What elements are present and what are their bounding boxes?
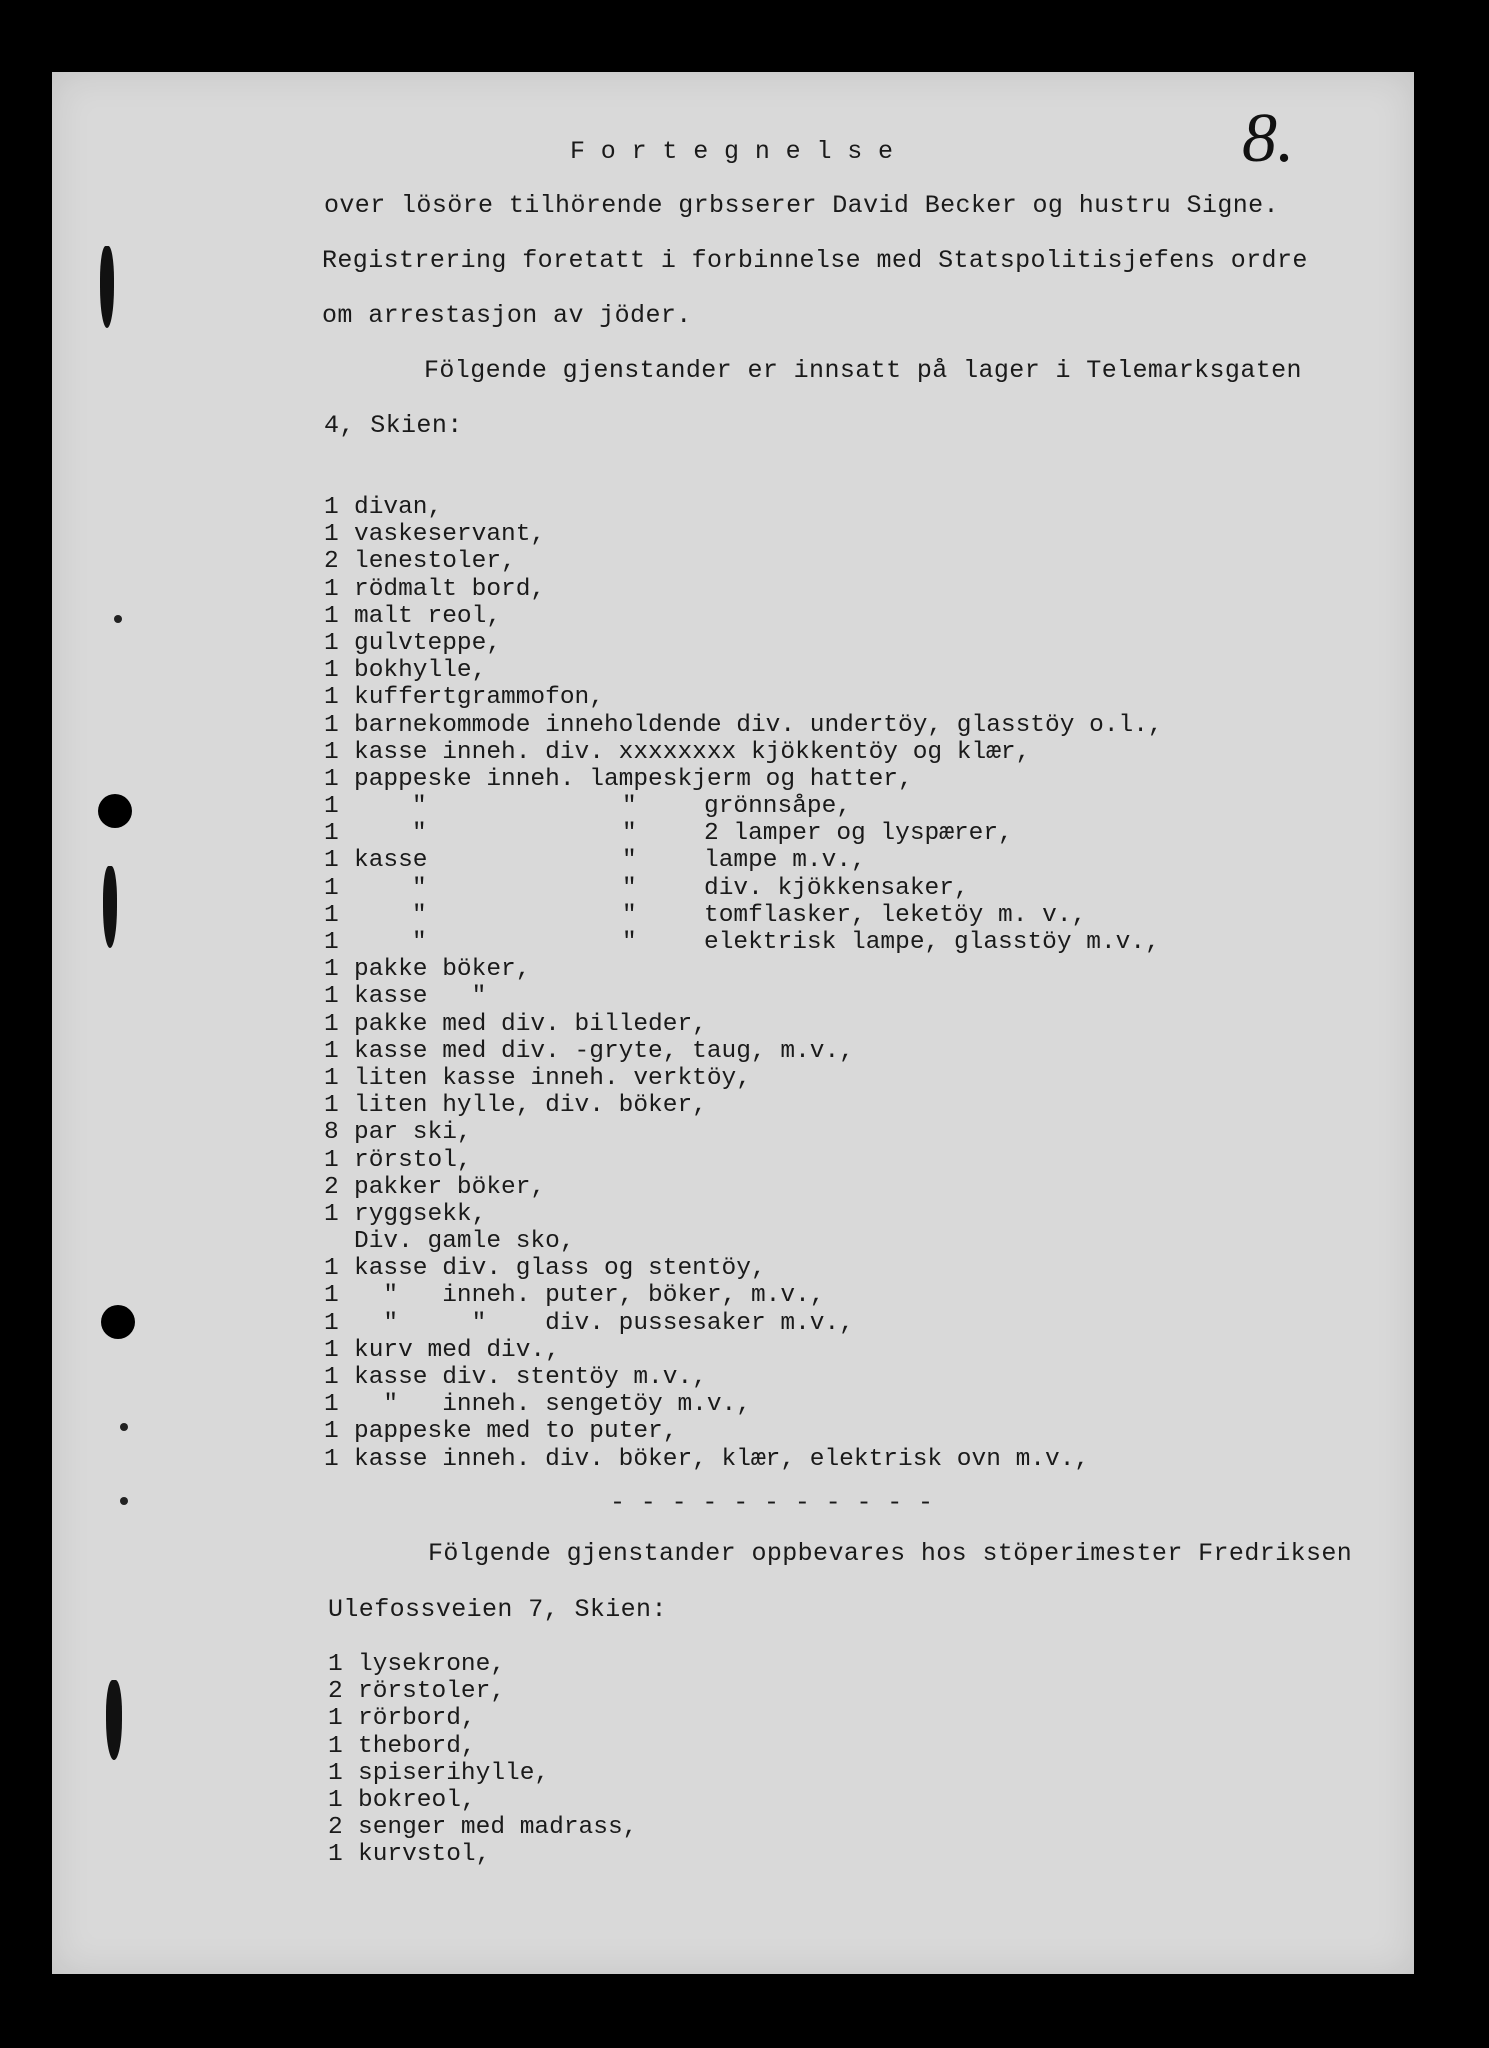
item-description: rödmalt bord, [354,575,546,603]
item-container: kasse [354,847,428,875]
item-description: kasse inneh. div. böker, klær, elektrisk ovn m.v., [354,1445,1090,1473]
item-quantity: 1 [324,575,339,603]
item-description: grönnsåpe, [704,793,852,821]
item-description: pappeske med to puter, [354,1418,678,1446]
punch-hole-bottom [101,1305,135,1339]
item-description: pakke böker, [354,956,531,984]
item-description: Div. gamle sko, [354,1228,575,1256]
item-quantity: 1 [324,629,339,657]
item-quantity: 1 [324,1309,339,1337]
item-description: lenestoler, [354,548,516,576]
ditto-mark: " [622,929,637,956]
item-description: thebord, [358,1732,476,1760]
item-quantity: 1 [324,874,339,902]
item-description: kasse med div. -gryte, taug, m.v., [354,1037,854,1065]
item-description: spiserihylle, [358,1759,550,1787]
ditto-mark: " [622,793,637,821]
item-description: tomflasker, leketöy m. v., [704,901,1087,929]
ditto-mark: " [412,929,427,956]
item-quantity: 1 [324,929,339,956]
section-heading: Fölgende gjenstander er innsatt på lager i Telemarksgaten [424,356,1302,385]
item-quantity: 1 [324,1391,339,1419]
margin-mark [103,866,117,948]
item-quantity: 2 [324,548,339,576]
item-quantity: 1 [324,1418,339,1446]
item-description: pakke med div. billeder, [354,1010,707,1038]
ditto-mark: " [412,793,427,821]
item-description: senger med madrass, [358,1814,638,1842]
item-quantity: 1 [324,494,339,521]
document-title: F o r t e g n e l s e [570,137,894,166]
margin-mark [106,1680,122,1760]
item-quantity: 1 [324,956,339,984]
item-quantity: 1 [324,847,339,875]
item-quantity: 1 [324,1200,339,1228]
ditto-mark: " [622,820,637,848]
item-description: pakker böker, [354,1173,546,1201]
item-description: elektrisk lampe, glasstöy m.v., [704,929,1160,956]
section-heading: Fölgende gjenstander oppbevares hos stöperimester Fredriksen [428,1539,1353,1568]
item-description: rörstoler, [358,1678,506,1706]
item-description: lysekrone, [358,1651,506,1678]
item-quantity: 1 [328,1732,343,1760]
item-description: pappeske inneh. lampeskjerm og hatter, [354,765,913,793]
item-description: liten hylle, div. böker, [354,1092,707,1120]
ditto-mark: " [622,901,637,929]
intro-line: Registrering foretatt i forbinnelse med Statspolitisjefens ordre [322,246,1308,275]
item-description: ryggsekk, [354,1200,487,1228]
item-description: bokreol, [358,1786,476,1814]
item-description: rörbord, [358,1705,476,1733]
item-quantity: 1 [324,1010,339,1038]
item-quantity: 1 [324,602,339,630]
item-quantity: 1 [324,1445,339,1473]
item-description: kurv med div., [354,1336,560,1364]
item-quantity: 1 [324,1282,339,1310]
item-quantity: 1 [324,765,339,793]
item-description: par ski, [354,1119,472,1147]
item-description: liten kasse inneh. verktöy, [354,1064,751,1092]
item-quantity: 1 [328,1651,343,1678]
item-description: " " div. pussesaker m.v., [354,1309,854,1337]
item-description: malt reol, [354,602,502,630]
ditto-mark: " [622,847,637,875]
item-quantity: 1 [324,1064,339,1092]
item-description: lampe m.v., [704,847,866,875]
item-quantity: 1 [324,793,339,821]
ditto-mark: " [622,874,637,902]
item-description: 2 lamper og lyspærer, [704,820,1013,848]
item-description: divan, [354,494,443,521]
item-quantity: 1 [324,1037,339,1065]
item-quantity: 1 [328,1759,343,1787]
separator: - - - - - - - - - - - [610,1488,934,1517]
item-description: bokhylle, [354,657,487,685]
item-quantity: 2 [328,1814,343,1842]
punch-hole-top [98,794,132,828]
item-quantity: 1 [324,1092,339,1120]
item-quantity: 1 [324,657,339,685]
item-quantity: 1 [324,521,339,549]
margin-dot [120,1423,128,1431]
item-description: kasse " [354,983,487,1011]
ditto-mark: " [412,874,427,902]
item-quantity: 1 [328,1841,343,1869]
item-quantity: 2 [324,1173,339,1201]
item-quantity: 1 [328,1705,343,1733]
margin-dot [114,615,122,623]
section-heading: Ulefossveien 7, Skien: [328,1595,667,1624]
item-quantity: 1 [324,711,339,739]
item-quantity: 1 [324,1336,339,1364]
item-description: div. kjökkensaker, [704,874,969,902]
intro-line: over lösöre tilhörende grbsserer David Becker og hustru Signe. [324,191,1279,220]
item-description: kasse inneh. div. xxxxxxxx kjökkentöy og klær, [354,738,1031,766]
item-quantity: 1 [324,1146,339,1174]
item-description: barnekommode inneholdende div. undertöy, glasstöy o.l., [354,711,1163,739]
item-description: kasse div. glass og stentöy, [354,1255,766,1283]
section-heading: 4, Skien: [324,411,463,440]
item-quantity: 1 [324,684,339,712]
item-description: rörstol, [354,1146,472,1174]
item-quantity: 1 [324,738,339,766]
item-quantity: 1 [324,983,339,1011]
item-description: " inneh. puter, böker, m.v., [354,1282,825,1310]
margin-mark [100,246,114,328]
item-quantity: 1 [324,820,339,848]
item-description: gulvteppe, [354,629,502,657]
page-number: 8. [1242,100,1295,177]
item-quantity: 1 [324,1364,339,1391]
item-description: " inneh. sengetöy m.v., [354,1391,751,1419]
item-description: kuffertgrammofon, [354,684,604,712]
item-description: kurvstol, [358,1841,491,1869]
item-description: vaskeservant, [354,521,546,549]
item-quantity: 1 [324,1255,339,1283]
ditto-mark: " [412,901,427,929]
item-quantity: 8 [324,1119,339,1147]
item-quantity: 1 [328,1786,343,1814]
margin-dot [120,1497,128,1505]
item-quantity: 2 [328,1678,343,1706]
ditto-mark: " [412,820,427,848]
item-description: kasse div. stentöy m.v., [354,1364,707,1391]
intro-line: om arrestasjon av jöder. [322,301,692,330]
item-quantity: 1 [324,901,339,929]
